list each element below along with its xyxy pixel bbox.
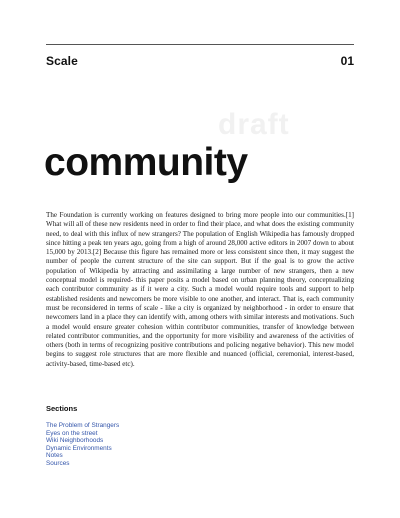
sections-heading: Sections [46, 404, 78, 413]
toc-link-notes[interactable]: Notes [46, 452, 63, 460]
section-name: Scale [46, 54, 78, 68]
page-title: community [44, 141, 248, 184]
toc-link-wiki-neighborhoods[interactable]: Wiki Neighborhoods [46, 437, 104, 445]
header-rule [46, 44, 354, 45]
toc-link-eyes-on-the-street[interactable]: Eyes on the street [46, 429, 98, 437]
toc-link-sources[interactable]: Sources [46, 459, 70, 467]
toc-link-problem-of-strangers[interactable]: The Problem of Strangers [46, 422, 120, 429]
draft-watermark: draft [218, 108, 290, 141]
body-paragraph: The Foundation is currently working on features designed to bring more people into our communities.[1] What will all of these new residents need in order to find their place, and what does the existing community need, to deal with this influx of new strangers? The population of English Wikipedia has famously dropped since hitting a peak ten years ago, going from a high of around 28,000 active editors in 2007 down to about 15,000 by 2013.[2] Because this figure has remained more or less consistent since then, it may suggest the number of people the current structure of the site can support. But if the goal is to grow the active population of Wikipedia by attracting and assimilating a large number of new strangers, then a new conceptual model is required- this paper posits a model based on urban planning theory, conceptualizing each contributor community as if it were a city. Such a model would require tools and support to help established residents and newcomers be more visible to one another, and interact. That is, each community must be reconsidered in terms of scale - like a city is organized by neighborhood - in order to ensure that newcomers land in a place they can identify with, among others with similar interests and motivations. Such a model would ensure greater cohesion within contributor communities, transfer of knowledge between related contributor communities, and the opportunity for more visibility and awareness of the activities of others (both in terms of recognizing positive contributions and policing negative behavior). This new model begins to suggest role structures that are more flexible and nuanced (official, ceremonial, interest-based, activity-based, time-based etc). [46, 211, 354, 368]
sections-list [46, 422, 119, 468]
toc-link-dynamic-environments[interactable]: Dynamic Environments [46, 444, 112, 452]
page-number: 01 [340, 54, 354, 68]
